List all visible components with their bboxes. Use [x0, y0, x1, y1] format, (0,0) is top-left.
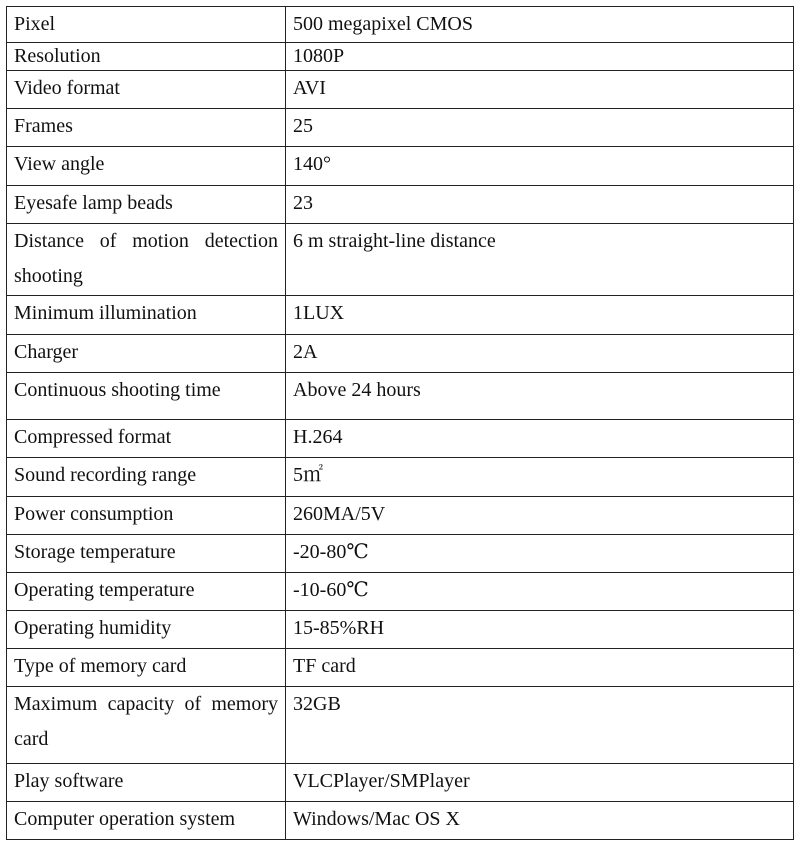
spec-value-text: TF card [293, 655, 356, 677]
spec-row-view-angle [7, 147, 794, 186]
spec-label [7, 458, 286, 497]
spec-label-text: Type of memory card [14, 655, 187, 677]
spec-label-text: Charger [14, 341, 79, 363]
spec-value [286, 497, 794, 535]
spec-label [7, 420, 286, 458]
spec-label-text: Video format [14, 77, 120, 99]
spec-label [7, 109, 286, 147]
spec-row-lamp-beads [7, 186, 794, 224]
spec-value-text: Above 24 hours [293, 379, 421, 401]
spec-label [7, 296, 286, 335]
spec-value-text: 140° [293, 153, 331, 175]
spec-row-os [7, 802, 794, 840]
spec-label-text: Continuous shooting time [14, 379, 221, 401]
spec-value [286, 335, 794, 373]
spec-label [7, 687, 286, 764]
spec-row-pixel [7, 7, 794, 43]
spec-label-text: Operating humidity [14, 617, 172, 639]
spec-row-max-capacity [7, 687, 794, 764]
spec-value-text: 1LUX [293, 302, 345, 324]
spec-label-text: Pixel [14, 13, 56, 35]
spec-value-text: 260MA/5V [293, 503, 386, 525]
spec-label [7, 649, 286, 687]
spec-row-operating-temp [7, 573, 794, 611]
spec-table [6, 6, 794, 840]
spec-value [286, 373, 794, 420]
spec-value [286, 109, 794, 147]
spec-value [286, 535, 794, 573]
spec-label-text: Power consumption [14, 503, 174, 525]
spec-label [7, 43, 286, 71]
spec-value-text: AVI [293, 77, 326, 99]
spec-label [7, 335, 286, 373]
spec-label [7, 186, 286, 224]
spec-row-charger [7, 335, 794, 373]
spec-value [286, 43, 794, 71]
spec-label-text: Play software [14, 770, 124, 792]
spec-value [286, 802, 794, 840]
spec-row-continuous-shooting [7, 373, 794, 420]
spec-value-text: 2A [293, 341, 318, 363]
spec-value-text: 5㎡ [293, 464, 323, 486]
spec-value-text: VLCPlayer/SMPlayer [293, 770, 470, 792]
spec-label [7, 7, 286, 43]
spec-row-sound-range [7, 458, 794, 497]
spec-value-text: H.264 [293, 426, 343, 448]
spec-row-min-illumination [7, 296, 794, 335]
spec-value-text: Windows/Mac OS X [293, 808, 460, 830]
spec-value-text: 15-85%RH [293, 617, 385, 639]
spec-value [286, 649, 794, 687]
spec-value [286, 458, 794, 497]
spec-value-text: -10-60℃ [293, 579, 369, 601]
spec-label-text: Distance of motion detection shooting [14, 230, 278, 287]
spec-value-text: 6 m straight-line distance [293, 230, 496, 252]
spec-label-text: Storage temperature [14, 541, 176, 563]
spec-value-text: 32GB [293, 693, 341, 715]
spec-label-text: Sound recording range [14, 464, 197, 486]
spec-label-text: Computer operation system [14, 808, 236, 830]
spec-row-humidity [7, 611, 794, 649]
spec-label [7, 373, 286, 420]
spec-value [286, 186, 794, 224]
spec-label-text: Resolution [14, 45, 101, 67]
spec-value-text: 25 [293, 115, 313, 137]
spec-label [7, 764, 286, 802]
spec-value [286, 573, 794, 611]
spec-value-text: 500 megapixel CMOS [293, 13, 473, 35]
spec-label-text: Frames [14, 115, 73, 137]
spec-label-text: Operating temperature [14, 579, 195, 601]
spec-value [286, 764, 794, 802]
spec-value [286, 687, 794, 764]
spec-label [7, 802, 286, 840]
spec-row-power-consumption [7, 497, 794, 535]
spec-value [286, 147, 794, 186]
spec-row-compressed-format [7, 420, 794, 458]
spec-label [7, 611, 286, 649]
spec-label-text: Eyesafe lamp beads [14, 192, 173, 214]
spec-row-motion-distance [7, 224, 794, 296]
spec-row-memory-card-type [7, 649, 794, 687]
spec-row-frames [7, 109, 794, 147]
spec-row-storage-temp [7, 535, 794, 573]
spec-value-text: -20-80℃ [293, 541, 369, 563]
spec-label [7, 535, 286, 573]
spec-row-play-software [7, 764, 794, 802]
spec-label [7, 71, 286, 109]
spec-label-text: View angle [14, 153, 105, 175]
spec-label-text: Compressed format [14, 426, 172, 448]
spec-label [7, 147, 286, 186]
spec-value [286, 420, 794, 458]
spec-label [7, 224, 286, 296]
spec-value-text: 23 [293, 192, 313, 214]
spec-row-video-format [7, 71, 794, 109]
spec-row-resolution [7, 43, 794, 71]
spec-label [7, 573, 286, 611]
spec-value [286, 71, 794, 109]
spec-value [286, 296, 794, 335]
spec-label-text: Maximum capacity of memory card [14, 693, 278, 750]
spec-label [7, 497, 286, 535]
spec-value [286, 7, 794, 43]
spec-label-text: Minimum illumination [14, 302, 197, 324]
spec-value [286, 611, 794, 649]
spec-value [286, 224, 794, 296]
spec-value-text: 1080P [293, 45, 345, 67]
